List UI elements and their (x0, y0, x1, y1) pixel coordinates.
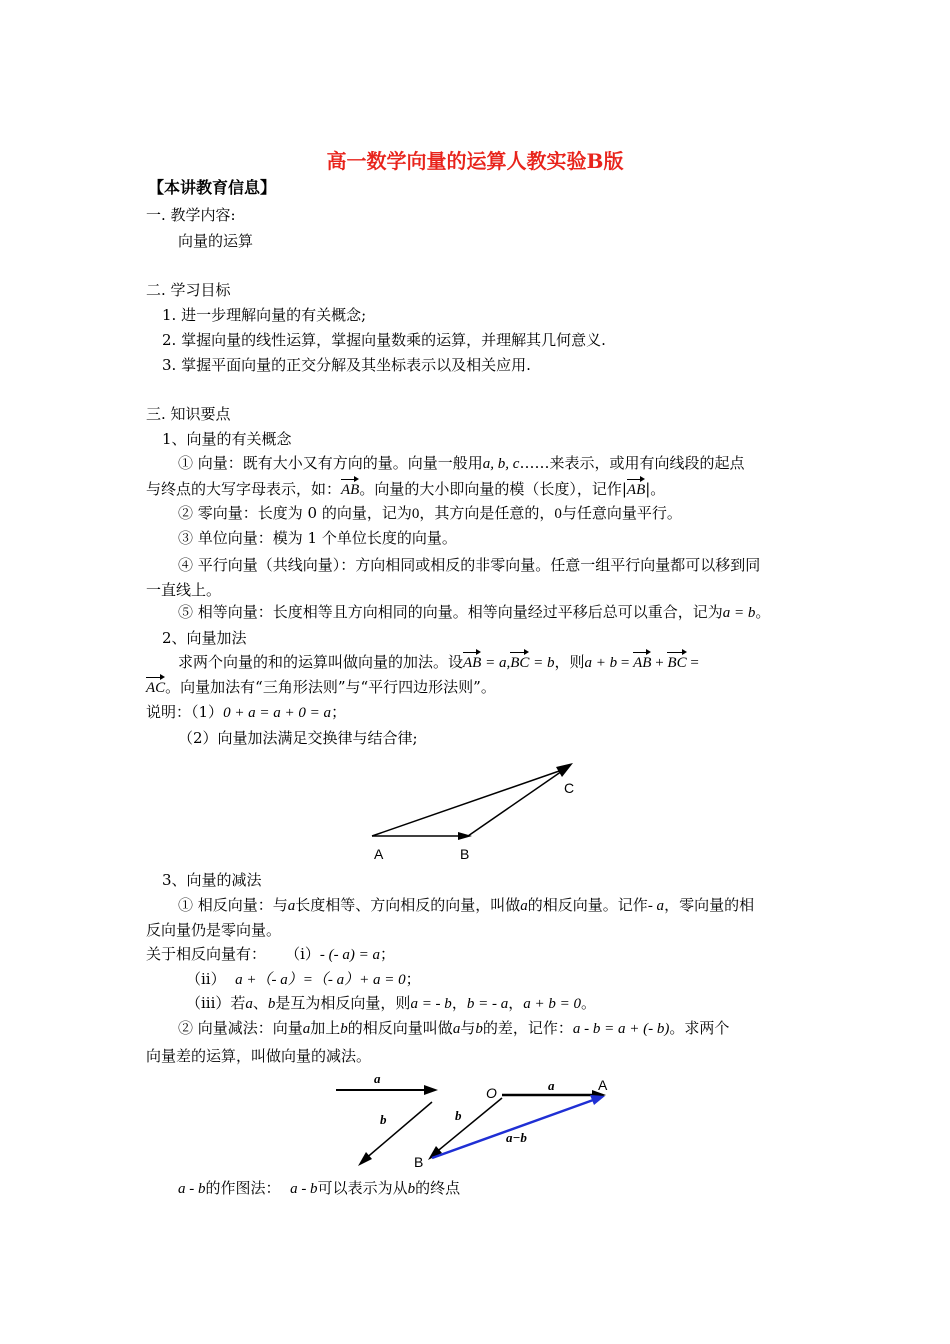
opposite-property-iii: （iii）若a、b是互为相反向量，则a = - b，b = - a，a + b = 0。 (186, 994, 596, 1012)
point-o-label: O (486, 1085, 497, 1101)
paragraph-vector-def: ① 向量：既有大小又有方向的量。向量一般用a, b, c……来表示，或用有向线段的起点 (178, 454, 745, 472)
vector-ac-line (372, 769, 565, 836)
subheading-addition: 2、向量加法 (162, 629, 247, 647)
document-title: 高一数学向量的运算人教实验B版 (326, 149, 624, 173)
vector-a-minus-b-arrowhead (590, 1095, 605, 1105)
vector-b-line (364, 1102, 432, 1160)
paragraph-opposite-vector: ① 相反向量：与a长度相等、方向相反的向量，叫做a的相反向量。记作- a，零向量的相 (178, 896, 755, 914)
vector-a-minus-b-label: a−b (506, 1130, 527, 1145)
opposite-property-i: 关于相反向量有： （i）- (- a) = a； (146, 945, 396, 963)
point-c-label: C (564, 780, 575, 796)
goal-item-3: 3. 掌握平面向量的正交分解及其坐标表示以及相关应用. (162, 356, 531, 374)
vector-ob-label: b (455, 1108, 462, 1123)
vector-a-arrowhead (424, 1085, 438, 1095)
paragraph-subtraction-def: ② 向量减法：向量a加上b的相反向量叫做a与b的差，记作：a - b = a + (- b)。求两个 (178, 1019, 730, 1037)
opposite-property-ii: （ii） a +（- a）=（- a）+ a = 0； (186, 970, 421, 988)
vector-bc-line (468, 769, 565, 836)
point-upper-a-label: A (598, 1077, 608, 1093)
paragraph-unit-vector: ③ 单位向量：模为 1 个单位长度的向量。 (178, 529, 457, 547)
goal-item-2: 2. 掌握向量的线性运算，掌握向量数乘的运算，并理解其几何意义. (162, 331, 606, 349)
paragraph-addition-def: 求两个向量的和的运算叫做向量的加法。设AB = a,BC = b，则a + b = AB + BC = (178, 653, 699, 671)
vector-oa-label: a (548, 1078, 555, 1093)
paragraph-equal-vector: ⑤ 相等向量：长度相等且方向相同的向量。相等向量经过平移后总可以重合，记为a = b。 (178, 603, 771, 621)
paragraph-parallel-vector-cont: 一直线上。 (146, 581, 222, 599)
paragraph-parallel-vector: ④ 平行向量（共线向量）：方向相同或相反的非零向量。任意一组平行向量都可以移到同 (178, 556, 761, 574)
vector-ab-arrowhead (458, 832, 472, 840)
paragraph-zero-vector: ② 零向量：长度为 0 的向量，记为0，其方向是任意的，0与任意向量平行。 (178, 504, 682, 522)
paragraph-drawing-method: a - b的作图法： a - b可以表示为从b的终点 (178, 1179, 461, 1197)
section-1-heading: 一. 教学内容: (146, 206, 236, 224)
paragraph-subtraction-def-cont: 向量差的运算，叫做向量的减法。 (146, 1047, 372, 1065)
point-b-label: B (460, 846, 470, 862)
paragraph-addition-rules: AC。向量加法有“三角形法则”与“平行四边形法则”。 (146, 678, 496, 696)
subtraction-figure (330, 1068, 620, 1172)
vector-a-label: a (374, 1071, 381, 1086)
paragraph-opposite-vector-cont: 反向量仍是零向量。 (146, 921, 282, 939)
header-info: 【本讲教育信息】 (148, 178, 277, 197)
vector-c-arrowhead (556, 763, 573, 777)
vector-b-label: b (380, 1112, 387, 1127)
paragraph-vector-def-cont: 与终点的大写字母表示，如：AB。向量的大小即向量的模（长度），记作|AB|。 (146, 480, 666, 498)
section-2-heading: 二. 学习目标 (146, 281, 231, 299)
section-3-heading: 三. 知识要点 (146, 405, 231, 423)
note-2: （2）向量加法满足交换律与结合律; (178, 729, 418, 747)
goal-item-1: 1. 进一步理解向量的有关概念; (162, 306, 367, 324)
subheading-concepts: 1、向量的有关概念 (162, 430, 292, 448)
section-1-content: 向量的运算 (178, 232, 254, 250)
subheading-subtraction: 3、向量的减法 (162, 871, 262, 889)
triangle-rule-figure (360, 755, 590, 870)
point-upper-b-label: B (414, 1154, 424, 1170)
point-a-label: A (374, 846, 384, 862)
note-1: 说明：（1）0 + a = a + 0 = a； (146, 703, 347, 721)
